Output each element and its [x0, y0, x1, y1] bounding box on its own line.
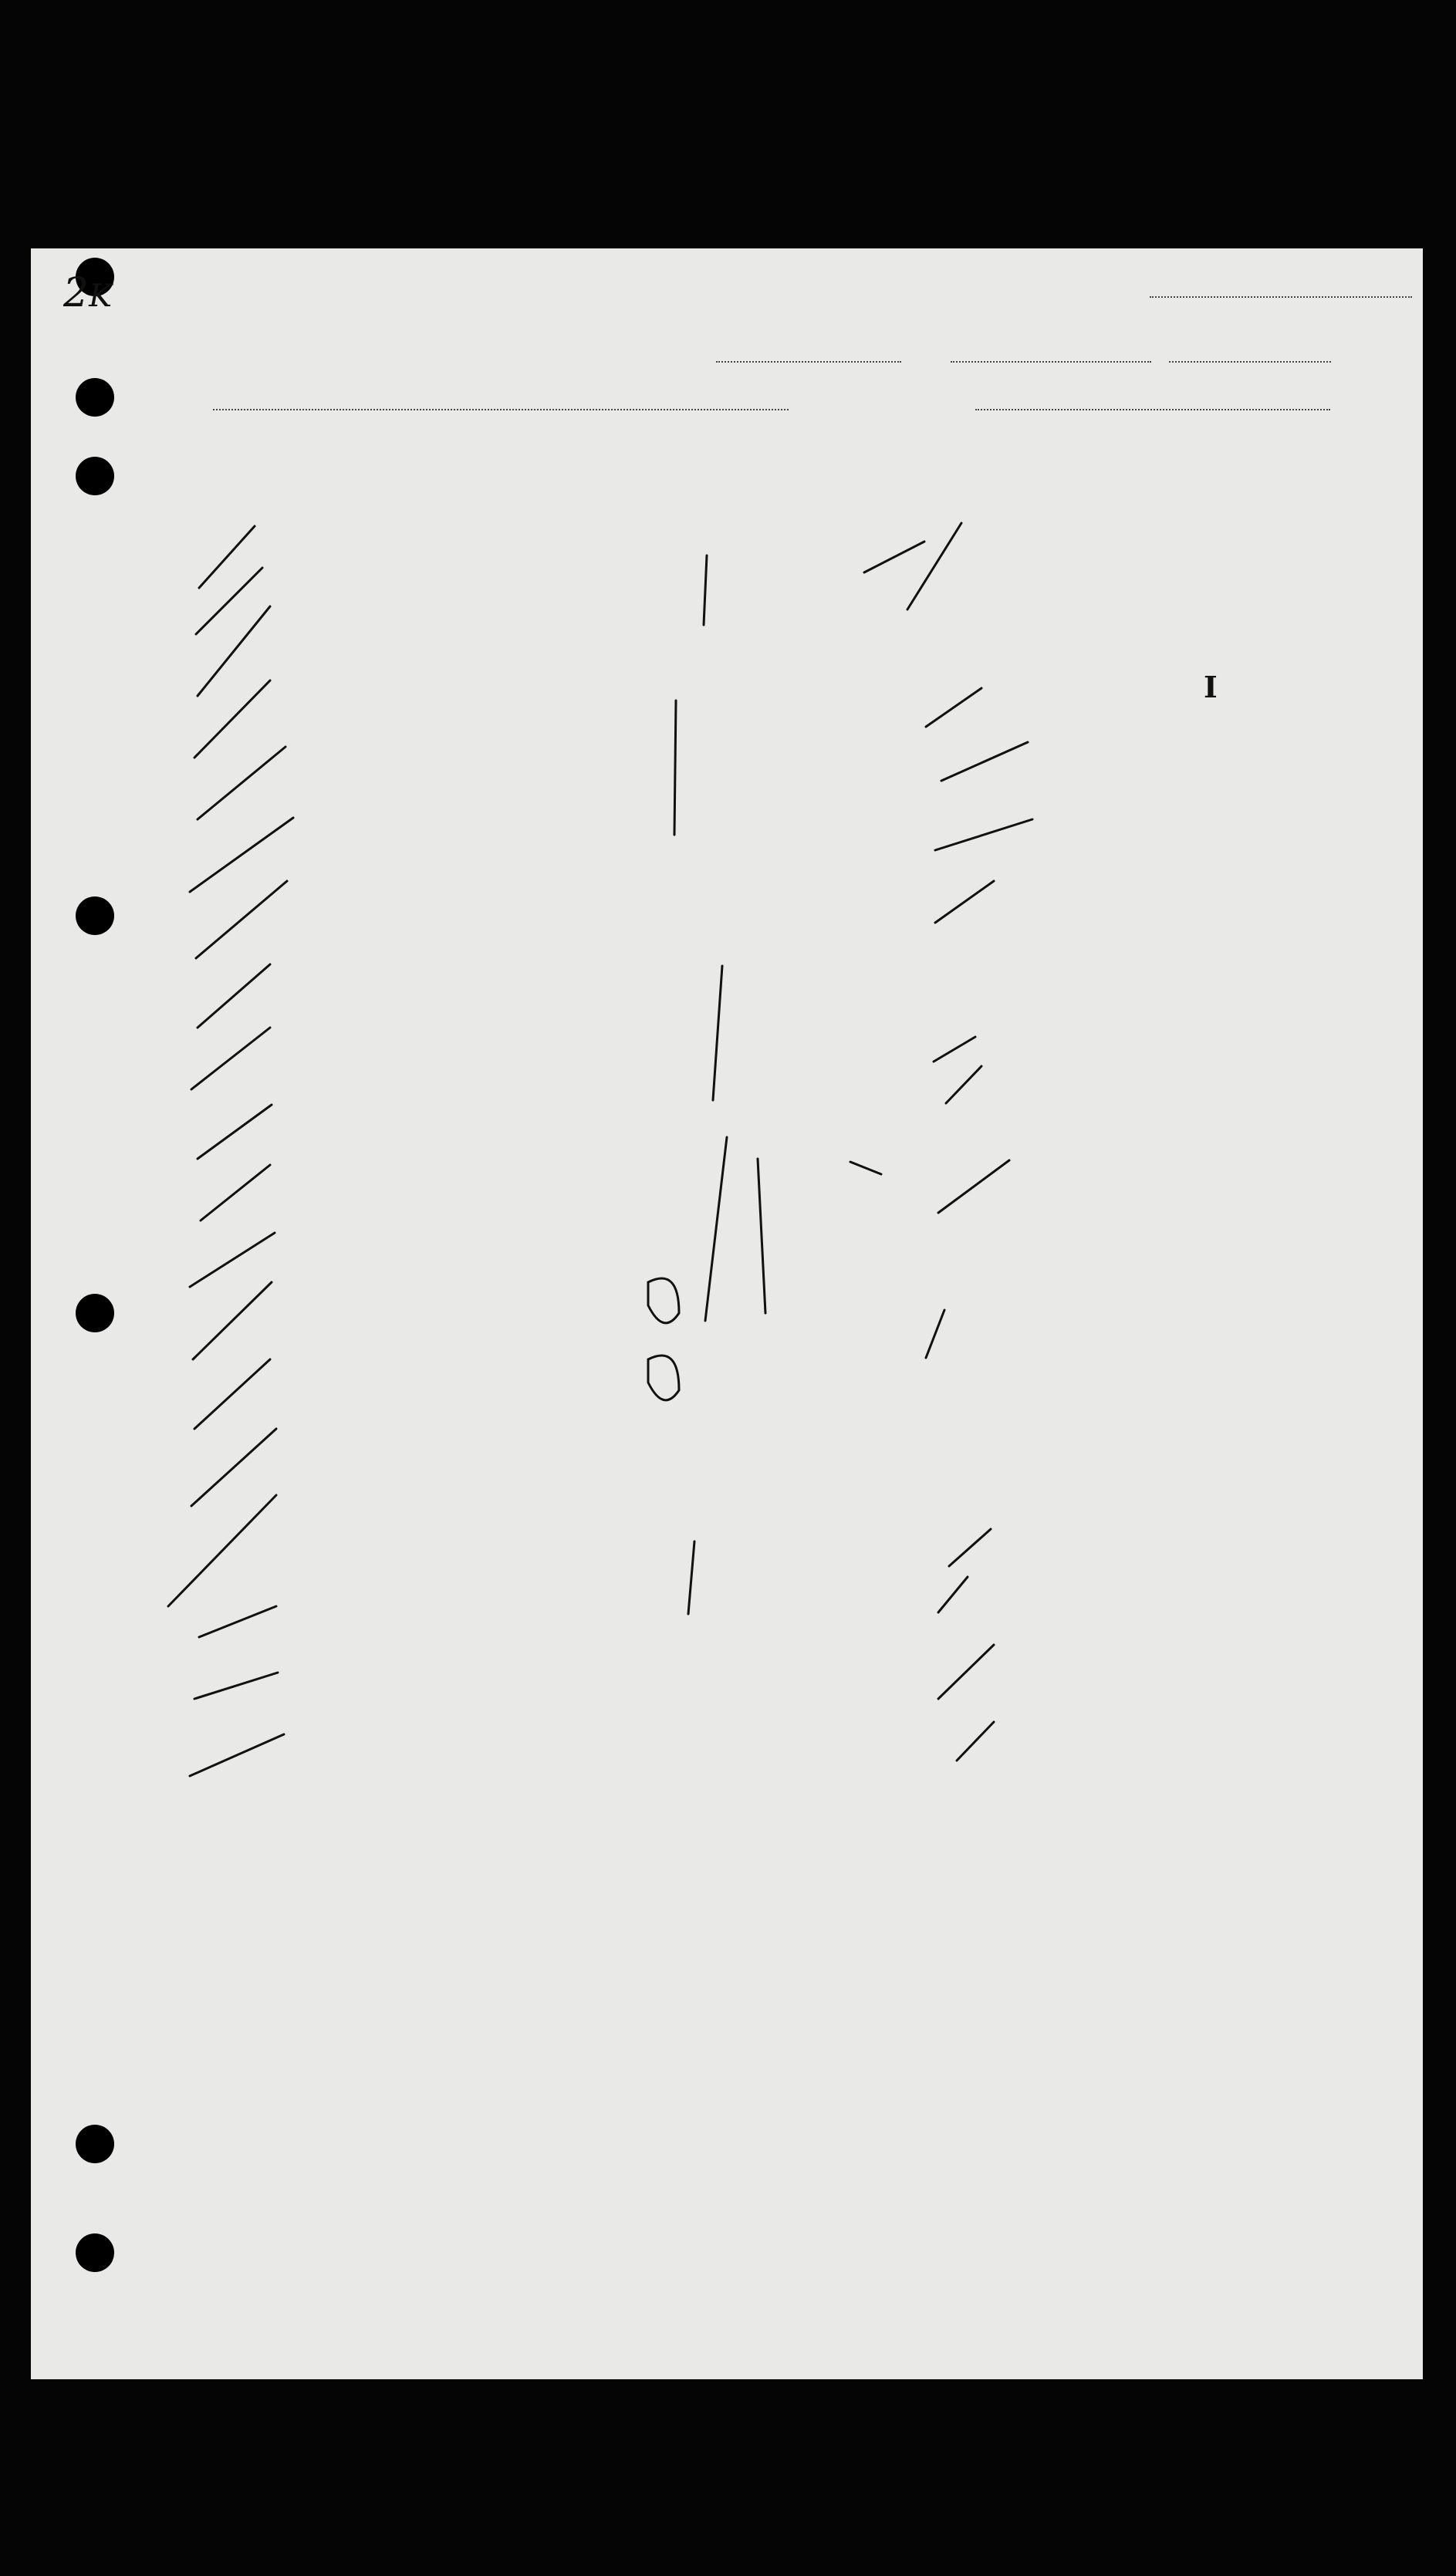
- handwritten-strokes: [31, 248, 1423, 2379]
- officer-mark: I: [1204, 670, 1218, 704]
- manifest-document: [31, 248, 1423, 2379]
- corner-handwriting: 2K: [63, 270, 112, 316]
